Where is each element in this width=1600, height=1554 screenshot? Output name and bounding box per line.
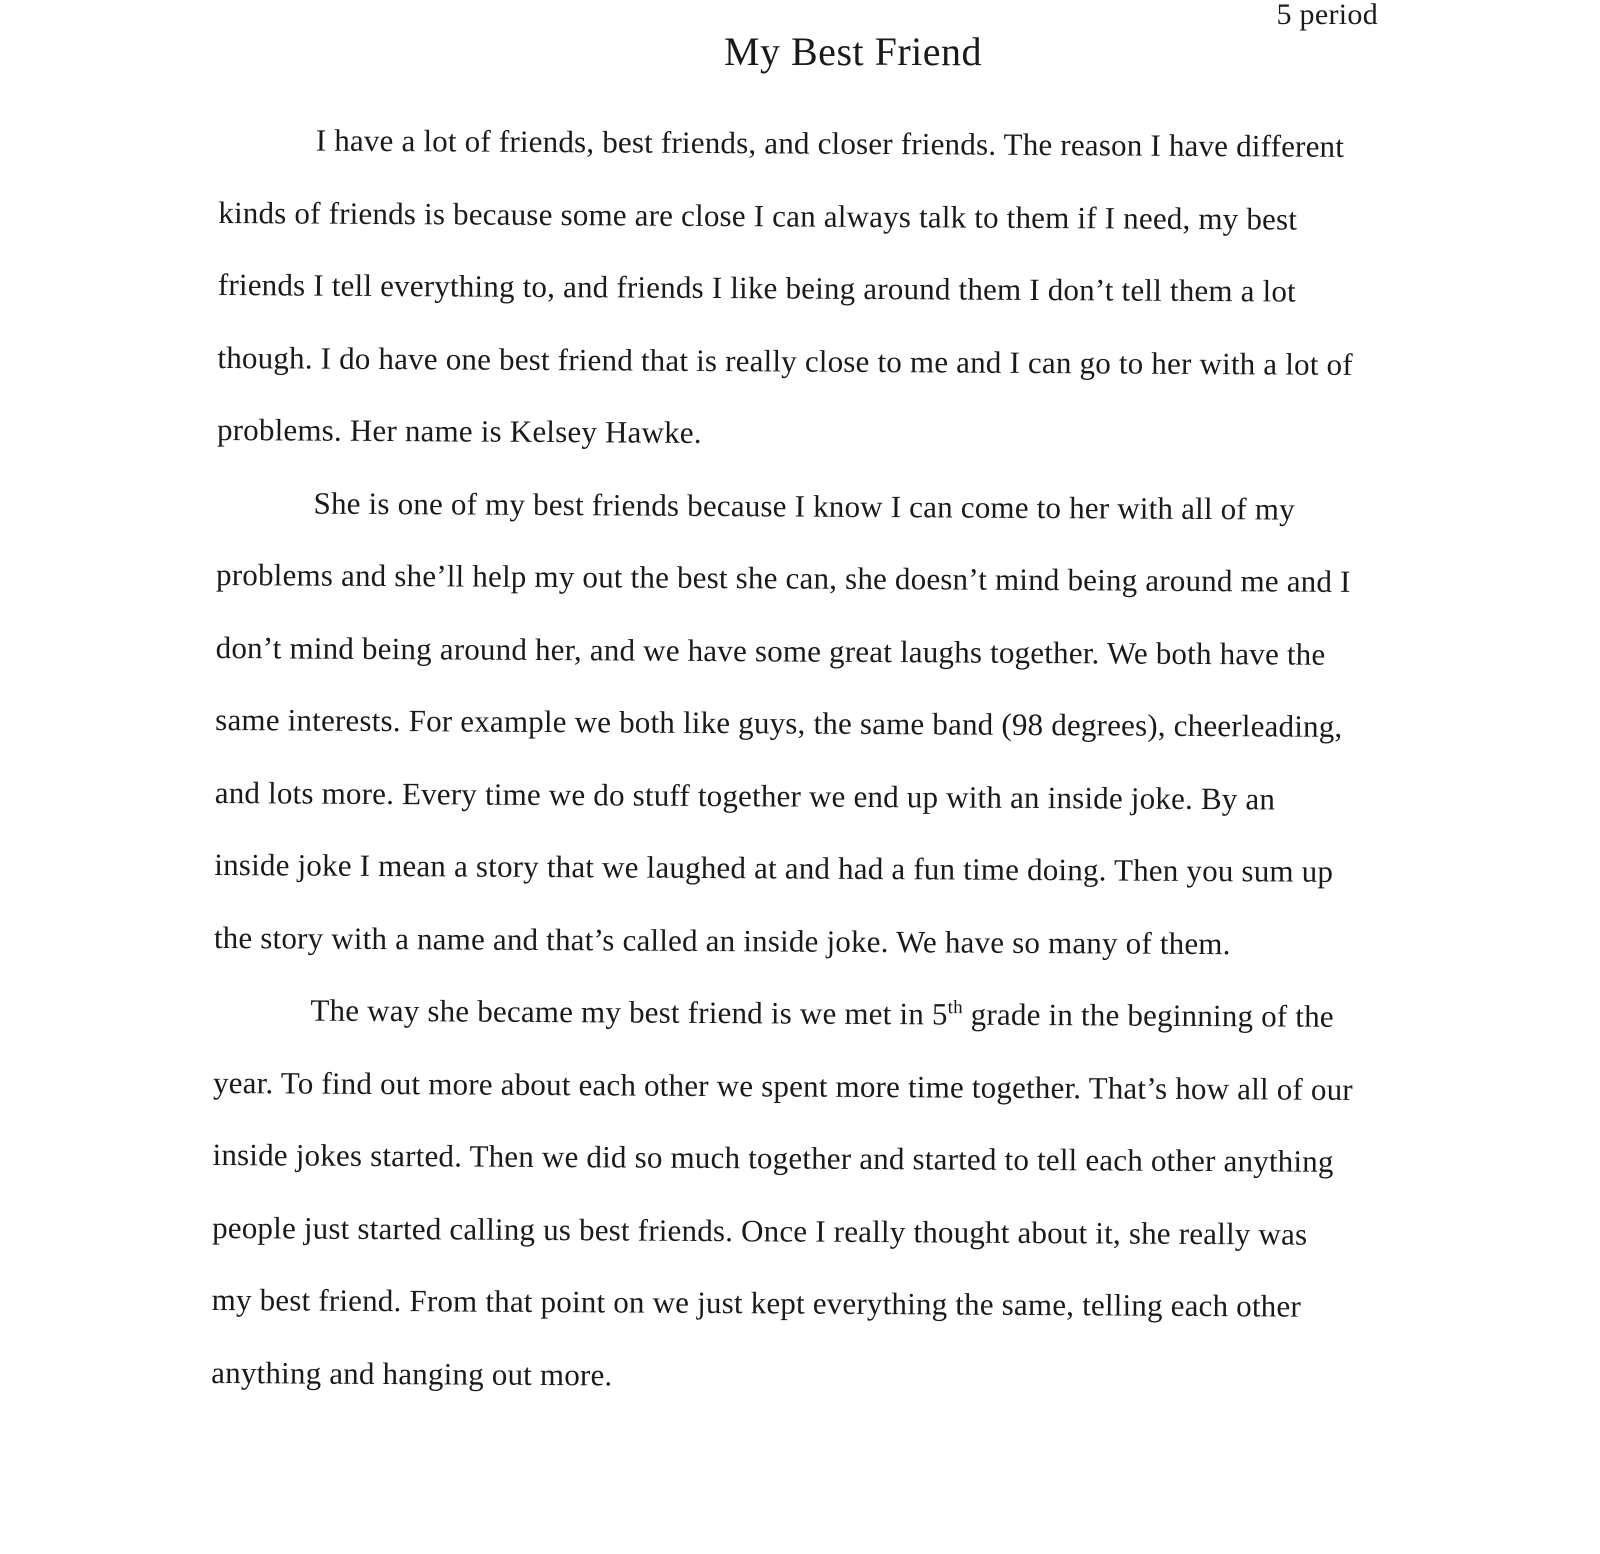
essay-title: My Best Friend <box>723 29 983 74</box>
paragraph-3-start: The way she became my best friend is we met in 5 <box>310 992 948 1032</box>
paragraph-1: I have a lot of friends, best friends, and closer friends. The reason I have different kinds of friends is because some are close I can always talk to them if I need, my best friends I tell everything to, and friends I like being around them I don’t tell them a lot though. I do have one best friend that is really close to me and I can go to her with a lot of problems. Her name is Kelsey Hawke. <box>216 122 1353 450</box>
paragraph-3-rest: grade in the beginning of the year. To find out more about each other we spent more time together. That’s how all of our inside jokes started. Then we did so much together and started to tell each other anything people just started calling us best friends. Once I really thought about it, she really was my best friend. From that point on we just kept everything the same, telling each other anything and hanging out more. <box>211 996 1353 1392</box>
ordinal-superscript: th <box>947 997 963 1019</box>
essay-body <box>211 104 1359 1416</box>
paragraph-2: She is one of my best friends because I know I can come to her with all of my problems and she’ll help my out the best she can, she doesn’t mind being around me and I don’t mind being around her, and we have some great laughs together. We both have the same interests. For example we both like guys, the same band (98 degrees), cheerleading, and lots more. Every time we do stuff together we end up with an inside joke. By an inside joke I mean a story that we laughed at and had a fun time doing. Then you sum up the story with a name and that’s called an inside joke. We have so many of them. <box>213 485 1351 961</box>
class-period-label: 5 period <box>1276 0 1378 31</box>
paragraph-3 <box>211 974 1354 1416</box>
